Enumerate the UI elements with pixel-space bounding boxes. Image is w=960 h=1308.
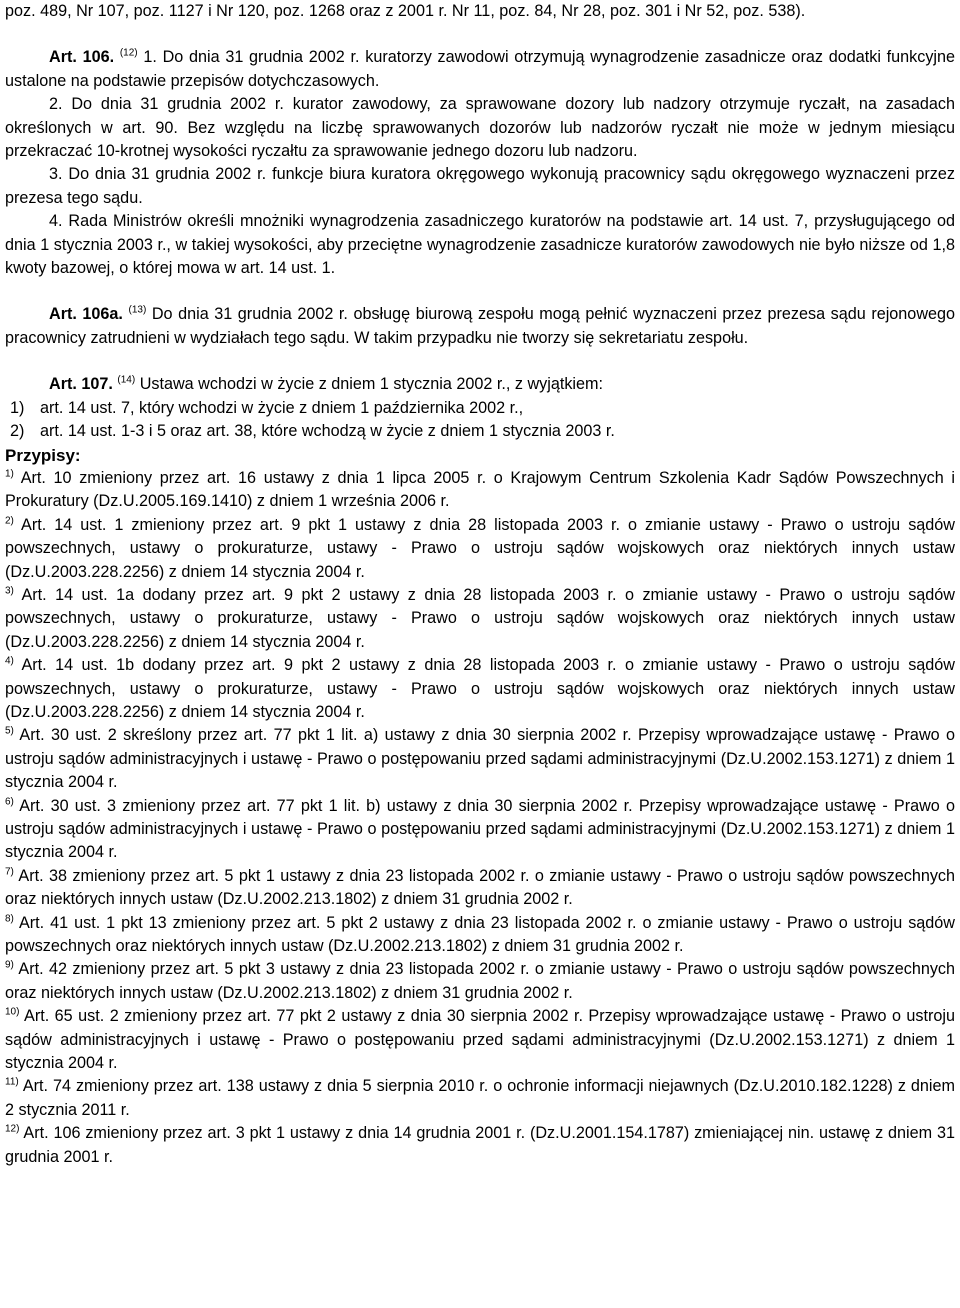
art-106a-label: Art. 106a. [49, 305, 123, 324]
footnote-text: Art. 14 ust. 1a dodany przez art. 9 pkt 2 ustawy z dnia 28 listopada 2003 r. o zmianie ustawy - Prawo o ustroju sądów powszechnych, ustawy o prokuraturze, ustawy - Prawo o ustroju sądów wojskowych oraz niektórych innych ustaw (Dz.U.2003.228.2256) z dniem 14 stycznia 2004 r. [5, 585, 955, 651]
footnote-number: 12) [5, 1123, 20, 1135]
footnote-text: Art. 10 zmieniony przez art. 16 ustawy z dnia 1 lipca 2005 r. o Krajowym Centrum Szkolenia Kadr Sądów Powszechnych i Prokuratury (Dz.U.2005.169.1410) z dniem 1 września 2006 r. [5, 468, 955, 511]
art-106-paragraph-4: 4. Rada Ministrów określi mnożniki wynagrodzenia zasadniczego kuratorów na podstawie art. 14 ust. 7, przysługującego od dnia 1 stycznia 2003 r., w takiej wysokości, aby przeciętne wynagrodzenie zasadnicze kuratorów zawodowych nie było niższe od 1,8 kwoty bazowej, o której mowa w art. 14 ust. 1. [5, 212, 955, 278]
art-107-paragraph [5, 373, 955, 396]
footnote-item [5, 724, 955, 794]
art-106a-footnote-ref[interactable]: (13) [128, 305, 147, 317]
footnote-number: 9) [5, 960, 14, 972]
art-107-exceptions-list [5, 397, 955, 444]
footnote-item [5, 467, 955, 514]
art-107-footnote-ref[interactable]: (14) [117, 374, 136, 386]
footnote-number: 3) [5, 585, 14, 597]
footnote-item [5, 1122, 955, 1169]
footnote-number: 5) [5, 725, 14, 737]
footnote-number: 11) [5, 1077, 19, 1089]
footnote-item [5, 912, 955, 959]
list-item [5, 420, 955, 443]
footnotes-heading: Przypisy: [5, 445, 81, 465]
list-item-text: art. 14 ust. 7, który wchodzi w życie z dniem 1 października 2002 r., [40, 398, 524, 417]
art-106-paragraph-2: 2. Do dnia 31 grudnia 2002 r. kurator zawodowy, za sprawowane dozory lub nadzory otrzymuje ryczałt, na zasadach określonych w art. 90. Bez względu na liczbę sprawowanych dozorów lub nadzorów ryczałt nie może w jednym miesiącu przekraczać 10-krotnej wysokości ryczałtu za sprawowanie jednego dozoru lub nadzoru. [5, 95, 955, 161]
footnote-number: 2) [5, 515, 14, 527]
footnote-item [5, 514, 955, 584]
footnote-item [5, 1005, 955, 1075]
list-item-number: 1) [10, 398, 25, 417]
footnotes-list [5, 467, 955, 1169]
footnote-text: Art. 65 ust. 2 zmieniony przez art. 77 pkt 2 ustawy z dnia 30 sierpnia 2002 r. Przepisy wprowadzające ustawę - Prawo o ustroju sądów administracyjnych i ustawę - Prawo o postępowaniu przed sądami administracyjnymi (Dz.U.2002.153.1271) z dniem 1 stycznia 2004 r. [5, 1007, 955, 1073]
list-item-number: 2) [10, 422, 25, 441]
footnote-text: Art. 38 zmieniony przez art. 5 pkt 1 ustawy z dnia 23 listopada 2002 r. o zmianie ustawy - Prawo o ustroju sądów powszechnych oraz niektórych innych ustaw (Dz.U.2002.213.1802) z dniem 31 grudnia 2002 r. [5, 866, 956, 909]
footnote-item [5, 1075, 955, 1122]
footnote-item [5, 795, 955, 865]
footnote-item [5, 584, 955, 654]
footnote-text: Art. 106 zmieniony przez art. 3 pkt 1 ustawy z dnia 14 grudnia 2001 r. (Dz.U.2001.154.1787) zmieniającej nin. ustawę z dniem 31 grudnia 2001 r. [5, 1124, 956, 1166]
footnote-item [5, 654, 955, 724]
footnote-text: Art. 14 ust. 1b dodany przez art. 9 pkt 2 ustawy z dnia 28 listopada 2003 r. o zmianie ustawy - Prawo o ustroju sądów powszechnych, ustawy o prokuraturze, ustawy - Prawo o ustroju sądów wojskowych oraz niektórych innych ustaw (Dz.U.2003.228.2256) z dniem 14 stycznia 2004 r. [5, 656, 955, 721]
art-107-label: Art. 107. [49, 375, 113, 394]
art-107-text: Ustawa wchodzi w życie z dniem 1 stycznia 2002 r., z wyjątkiem: [139, 375, 603, 394]
footnote-text: Art. 74 zmieniony przez art. 138 ustawy z dnia 5 sierpnia 2010 r. o ochronie informacji niejawnych (Dz.U.2010.182.1228) z dniem 2 stycznia 2011 r. [5, 1077, 956, 1119]
continuation-text: poz. 489, Nr 107, poz. 1127 i Nr 120, poz. 1268 oraz z 2001 r. Nr 11, poz. 84, Nr 28, poz. 301 i Nr 52, poz. 538). [5, 2, 806, 20]
footnote-item [5, 865, 955, 912]
footnote-text: Art. 30 ust. 2 skreślony przez art. 77 pkt 1 lit. a) ustawy z dnia 30 sierpnia 2002 r. Przepisy wprowadzające ustawę - Prawo o ustroju sądów administracyjnych i ustawę - Prawo o postępowaniu przed sądami administracyjnymi (Dz.U.2002.153.1271) z dniem 1 stycznia 2004 r. [5, 726, 956, 792]
list-item [5, 397, 955, 420]
list-item-text: art. 14 ust. 1-3 i 5 oraz art. 38, które wchodzą w życie z dniem 1 stycznia 2003 r. [40, 422, 615, 441]
footnote-number: 4) [5, 655, 14, 667]
footnote-text: Art. 42 zmieniony przez art. 5 pkt 3 ustawy z dnia 23 listopada 2002 r. o zmianie ustawy - Prawo o ustroju sądów powszechnych oraz niektórych innych ustaw (Dz.U.2002.213.1802) z dniem 31 grudnia 2002 r. [5, 960, 956, 1002]
footnote-item [5, 958, 955, 1005]
footnote-text: Art. 30 ust. 3 zmieniony przez art. 77 pkt 1 lit. b) ustawy z dnia 30 sierpnia 2002 r. Przepisy wprowadzające ustawę - Prawo o ustroju sądów administracyjnych i ustawę - Prawo o postępowaniu przed sądami administracyjnymi (Dz.U.2002.153.1271) z dniem 1 stycznia 2004 r. [5, 796, 955, 862]
art-106-paragraph-1 [5, 46, 955, 93]
footnote-number: 7) [5, 866, 14, 878]
art-106-p1-text: 1. Do dnia 31 grudnia 2002 r. kuratorzy zawodowi otrzymują wynagrodzenie zasadnicze oraz dodatki funkcyjne ustalone na podstawie przepisów dotychczasowych. [5, 48, 956, 90]
art-106a-text: Do dnia 31 grudnia 2002 r. obsługę biurową zespołu mogą pełnić wyznaczeni przez prezesa sądu rejonowego pracownicy zatrudnieni w wydziałach tego sądu. W takim przypadku nie tworzy się sekretariatu zespołu. [5, 305, 956, 347]
footnote-text: Art. 14 ust. 1 zmieniony przez art. 9 pkt 1 ustawy z dnia 28 listopada 2003 r. o zmianie ustawy - Prawo o ustroju sądów powszechnych, ustawy o prokuraturze, ustawy - Prawo o ustroju sądów wojskowych oraz niektórych innych ustaw (Dz.U.2003.228.2256) z dniem 14 stycznia 2004 r. [5, 515, 956, 581]
footnote-text: Art. 41 ust. 1 pkt 13 zmieniony przez art. 5 pkt 2 ustawy z dnia 23 listopada 2002 r. o zmianie ustawy - Prawo o ustroju sądów powszechnych oraz niektórych innych ustaw (Dz.U.2002.213.1802) z dniem 31 grudnia 2002 r. [5, 913, 955, 956]
art-106-paragraph-3: 3. Do dnia 31 grudnia 2002 r. funkcje biura kuratora okręgowego wykonują pracownicy sądu okręgowego wyznaczeni przez prezesa tego sądu. [5, 165, 955, 207]
art-106a-paragraph [5, 303, 955, 350]
art-106-footnote-ref[interactable]: (12) [119, 48, 138, 60]
footnote-number: 1) [5, 468, 14, 480]
document-page [5, 0, 955, 1169]
art-106-label: Art. 106. [49, 48, 115, 67]
footnote-number: 8) [5, 913, 14, 925]
footnote-number: 6) [5, 796, 14, 808]
footnote-number: 10) [5, 1006, 20, 1018]
